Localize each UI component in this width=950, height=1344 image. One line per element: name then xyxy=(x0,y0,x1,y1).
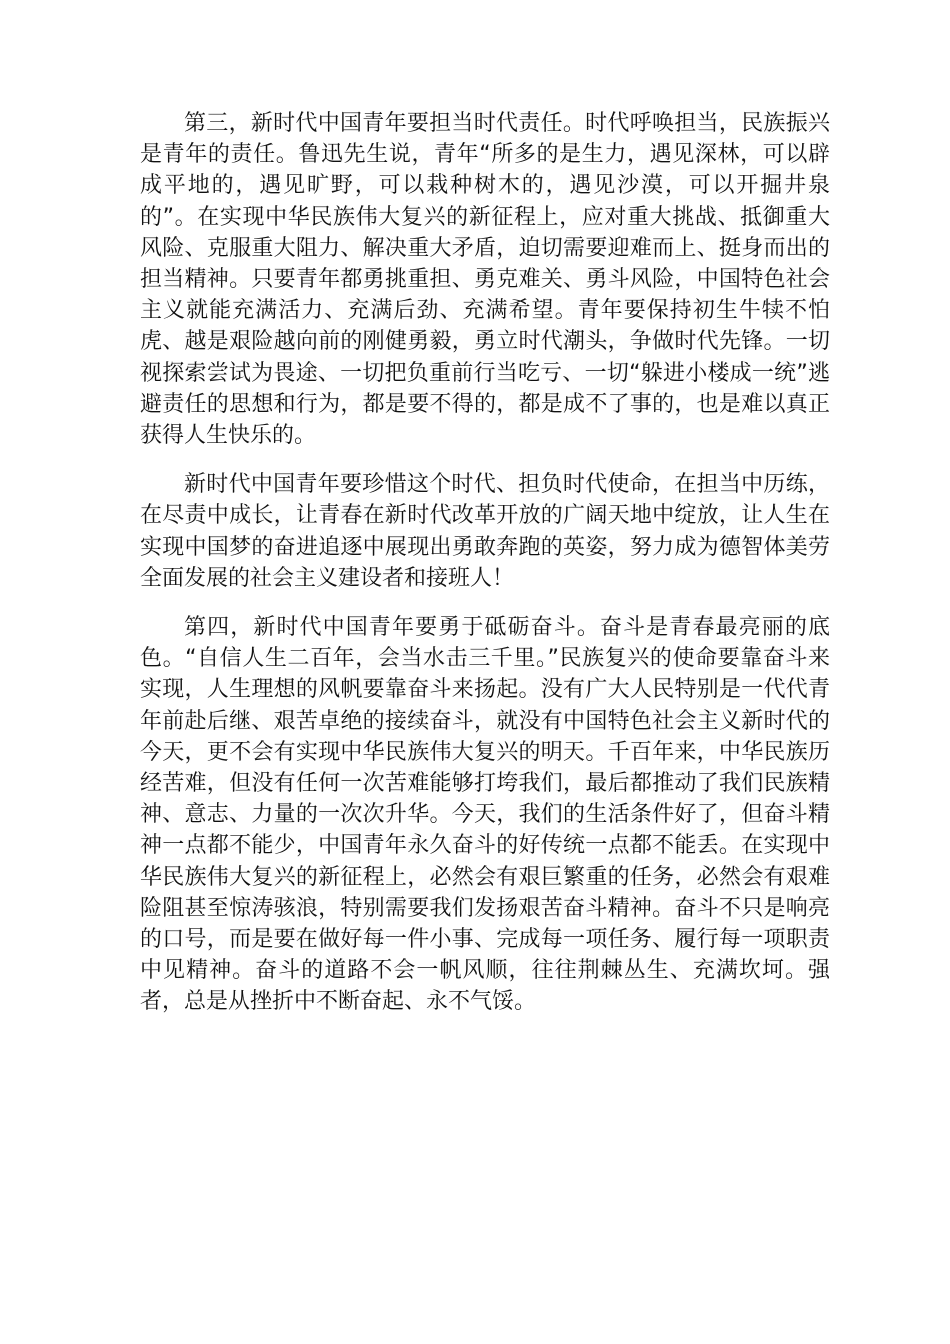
document-page xyxy=(140,108,830,1036)
paragraph-cherish-era: 新时代中国青年要珍惜这个时代、担负时代使命，在担当中历练，在尽责中成长，让青春在新时代改革开放的广阔天地中绽放，让人生在实现中国梦的奋进追逐中展现出勇敢奔跑的英姿，努力成为德智体美劳全面发展的社会主义建设者和接班人！ xyxy=(140,472,830,591)
paragraph-fourth-struggle: 第四，新时代中国青年要勇于砥砺奋斗。奋斗是青春最亮丽的底色。“自信人生二百年，会当水击三千里。”民族复兴的使命要靠奋斗来实现，人生理想的风帆要靠奋斗来扬起。没有广大人民特别是一代代青年前赴后继、艰苦卓绝的接续奋斗，就没有中国特色社会主义新时代的今天，更不会有实现中华民族伟大复兴的明天。千百年来，中华民族历经苦难，但没有任何一次苦难能够打垮我们，最后都推动了我们民族精神、意志、力量的一次次升华。今天，我们的生活条件好了，但奋斗精神一点都不能少，中国青年永久奋斗的好传统一点都不能丢。在实现中华民族伟大复兴的新征程上，必然会有艰巨繁重的任务，必然会有艰难险阻甚至惊涛骇浪，特别需要我们发扬艰苦奋斗精神。奋斗不只是响亮的口号，而是要在做好每一件小事、完成每一项任务、履行每一项职责中见精神。奋斗的道路不会一帆风顺，往往荆棘丛生、充满坎坷。强者，总是从挫折中不断奋起、永不气馁。 xyxy=(140,615,830,1015)
paragraph-third-responsibility: 第三，新时代中国青年要担当时代责任。时代呼唤担当，民族振兴是青年的责任。鲁迅先生说，青年“所多的是生力，遇见深林，可以辟成平地的，遇见旷野，可以栽种树木的，遇见沙漠，可以开掘井泉的”。在实现中华民族伟大复兴的新征程上，应对重大挑战、抵御重大风险、克服重大阻力、解决重大矛盾，迫切需要迎难而上、挺身而出的担当精神。只要青年都勇挑重担、勇克难关、勇斗风险，中国特色社会主义就能充满活力、充满后劲、充满希望。青年要保持初生牛犊不怕虎、越是艰险越向前的刚健勇毅，勇立时代潮头，争做时代先锋。一切视探索尝试为畏途、一切把负重前行当吃亏、一切“躲进小楼成一统”逃避责任的思想和行为，都是要不得的，都是成不了事的，也是难以真正获得人生快乐的。 xyxy=(140,111,830,449)
